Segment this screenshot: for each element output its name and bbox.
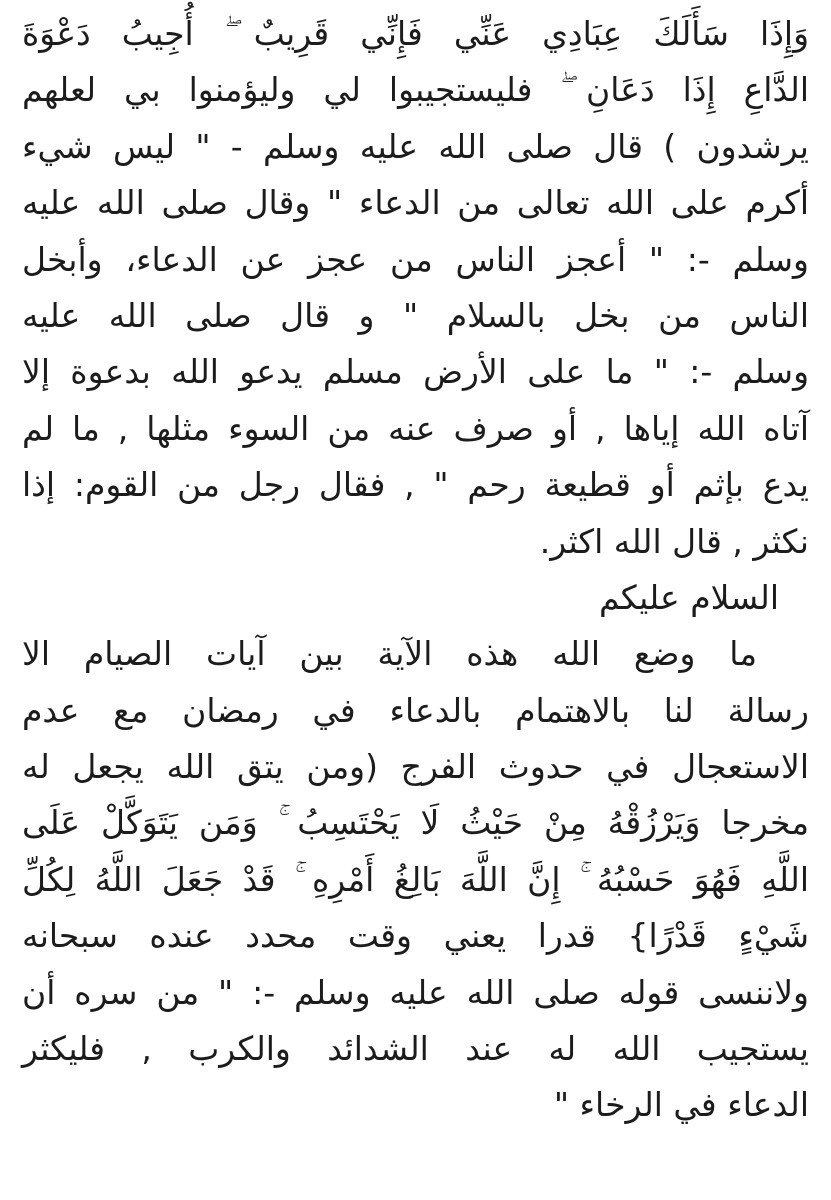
greeting-line: السلام عليكم — [598, 577, 779, 617]
text-line: يرشدون ) قال صلى الله عليه وسلم - " ليس شيء — [22, 126, 809, 166]
paragraph-greeting — [22, 570, 809, 626]
text-line: يدع بإثم أو قطيعة رحم " , فقال رجل من القوم: إذا — [22, 465, 809, 505]
text-line: آتاه الله إياها , أو صرف عنه من السوء مثلها , ما لم — [22, 408, 809, 448]
text-line: وسلم -: " ما على الأرض مسلم يدعو الله بدعوة إلا — [22, 352, 809, 392]
text-line: وَإِذَا سَأَلَكَ عِبَادِي عَنِّي فَإِنِّي قَرِيبٌ ۖ أُجِيبُ دَعْوَةَ — [22, 14, 809, 53]
paragraph-dua-hadith — [22, 6, 809, 570]
text-line: ما وضع الله هذه الآية بين آيات الصيام الا — [22, 634, 757, 674]
text-line: يستجيب الله له عند الشدائد والكرب , فليكثر — [22, 1029, 809, 1069]
text-line: رسالة لنا بالاهتمام بالدعاء في رمضان مع عدم — [22, 690, 809, 730]
text-line: الاستعجال في حدوث الفرج (ومن يتق الله يجعل له — [22, 747, 809, 787]
text-line: نكثر , قال الله اكثر. — [539, 521, 809, 561]
text-line: الدَّاعِ إِذَا دَعَانِ ۖ فليستجيبوا لي وليؤمنوا بي لعلهم — [22, 70, 809, 110]
text-line: وسلم -: " أعجز الناس من عجز عن الدعاء، وأبخل — [22, 239, 809, 279]
text-line: ولاننسى قوله صلى الله عليه وسلم -: " من سره أن — [22, 972, 809, 1012]
text-line: اللَّهِ فَهُوَ حَسْبُهُ ۚ إِنَّ اللَّهَ بَالِغُ أَمْرِهِ ۚ قَدْ جَعَلَ اللَّهُ لِكُلِّ — [22, 859, 809, 899]
text-line: شَيْءٍ قَدْرًا} قدرا يعني وقت محدد عنده سبحانه — [22, 916, 809, 956]
text-line: الدعاء في الرخاء " — [553, 1085, 809, 1125]
text-line: مخرجا وَيَرْزُقْهُ مِنْ حَيْثُ لَا يَحْتَسِبُ ۚ وَمَن يَتَوَكَّلْ عَلَى — [22, 803, 809, 843]
text-line: الناس من بخل بالسلام " و قال صلى الله عليه — [22, 295, 809, 335]
paragraph-ramadan-dua — [22, 626, 809, 1134]
text-line: أكرم على الله تعالى من الدعاء " وقال صلى الله عليه — [22, 183, 809, 223]
